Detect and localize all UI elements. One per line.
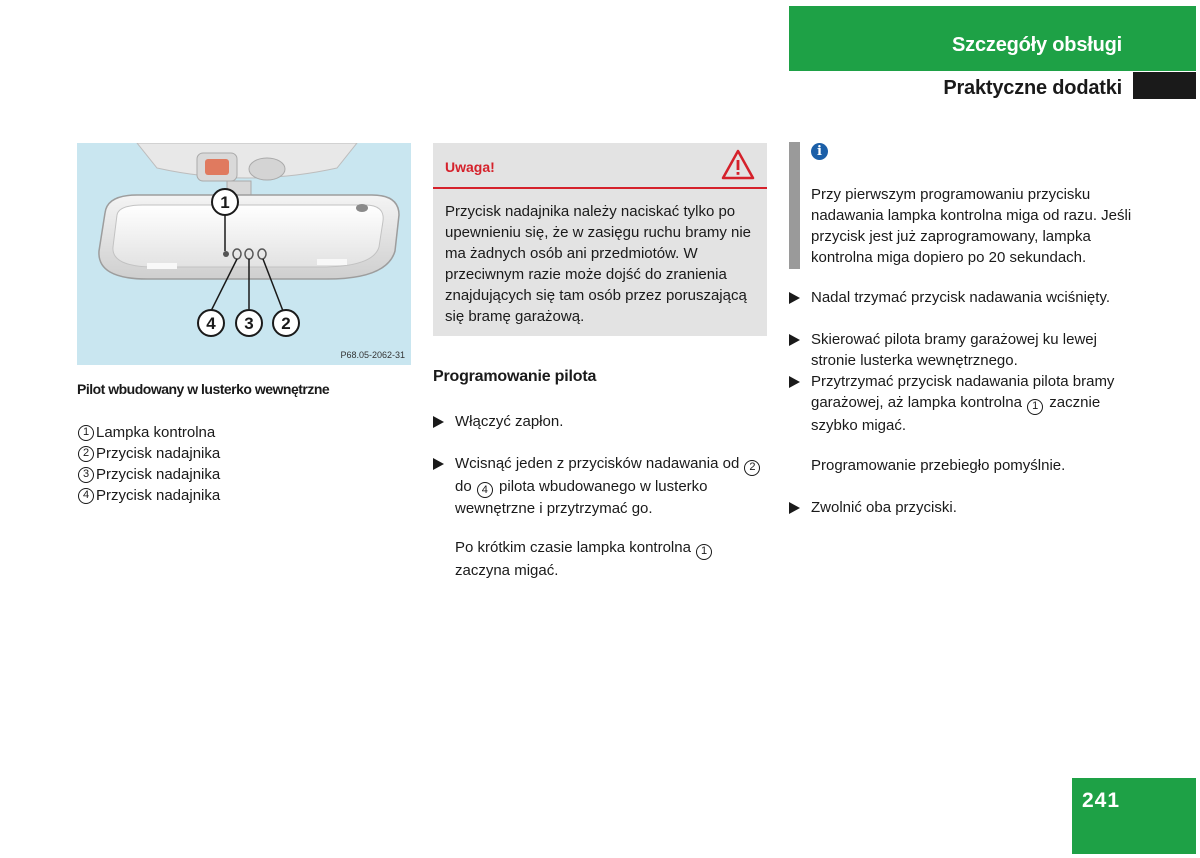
legend-label: Przycisk nadajnika [96,487,221,504]
legend-label: Przycisk nadajnika [96,466,221,483]
warning-header [433,143,767,189]
programming-heading: Programowanie pilota [433,368,597,385]
step-item [789,497,1129,518]
header-black-tab [1133,72,1196,99]
legend-item [77,443,220,464]
step-text: Skierować pilota bramy garażowej ku lewej stronie lusterka wewnętrznego. [811,331,1097,369]
svg-text:2: 2 [281,314,291,333]
step-text: Zwolnić oba przyciski. [811,499,957,516]
inline-number: 4 [477,482,493,498]
legend-item [77,422,220,443]
legend-item [77,485,220,506]
callout-3 [236,310,262,336]
mirror-illustration [77,143,411,365]
warning-title: Uwaga! [445,159,495,175]
arrow-bullet-icon [433,458,444,470]
page-number: 241 [1082,789,1121,812]
legend-number: 1 [78,425,94,441]
svg-text:1: 1 [220,193,230,212]
arrow-bullet-icon [433,416,444,428]
arrow-bullet-icon [789,502,800,514]
arrow-bullet-icon [789,334,800,346]
step-result-text: Po krótkim czasie lampka kontrolna 1 zaczyna migać. [455,537,760,581]
step-text: Wcisnąć jeden z przycisków nadawania od 2 do 4 pilota wbudowanego w lusterko wewnętrzne i przytrzymać go. [455,453,767,519]
step-text: Włączyć zapłon. [455,413,564,430]
legend-label: Lampka kontrolna [96,424,216,441]
note-text: Przy pierwszym programowaniu przycisku nadawania lampka kontrolna miga od razu. Jeśli przycisk jest już zaprogramowany, lampka kontrolna miga dopiero po 20 sekundach. [811,186,1132,266]
step-text: Nadal trzymać przycisk nadawania wciśnięty. [811,289,1110,306]
legend-number: 2 [78,446,94,462]
inline-number: 1 [696,544,712,560]
info-icon: i [811,143,828,160]
legend-number: 4 [78,488,94,504]
step-item [789,329,1129,371]
note-bar [789,142,800,269]
legend-number: 3 [78,467,94,483]
warning-box [433,143,767,336]
arrow-bullet-icon [789,376,800,388]
result-text: Programowanie przebiegło pomyślnie. [811,457,1066,474]
step-item [789,371,1129,436]
callout-2 [273,310,299,336]
figure-legend [77,422,220,506]
figure-caption: Pilot wbudowany w lusterko wewnętrzne [77,381,330,397]
header-subsection-title: Praktyczne dodatki [943,77,1122,99]
legend-label: Przycisk nadajnika [96,445,221,462]
inline-number: 1 [1027,399,1043,415]
callout-4 [198,310,224,336]
svg-text:3: 3 [244,314,254,333]
step-text: Przytrzymać przycisk nadawania pilota bramy garażowej, aż lampka kontrolna 1 zacznie szybko migać. [811,373,1115,434]
warning-triangle-icon [721,149,755,181]
arrow-bullet-icon [789,292,800,304]
mirror-figure [77,143,411,365]
step-item [433,453,767,519]
svg-text:4: 4 [206,314,216,333]
callout-1 [212,189,238,215]
step-item [433,411,767,432]
legend-item [77,464,220,485]
warning-text: Przycisk nadajnika należy naciskać tylko po upewnieniu się, że w zasięgu ruchu bramy nie ma żadnych osób ani przedmiotów. W przeciwnym razie może dojść do zranienia znajdujących się tam osób przez poruszającą się bramę garażową. [445,203,751,325]
step-item [789,287,1129,308]
figure-code: P68.05-2062-31 [340,350,405,360]
header-section-title: Szczegóły obsługi [952,34,1122,56]
inline-number: 2 [744,460,760,476]
